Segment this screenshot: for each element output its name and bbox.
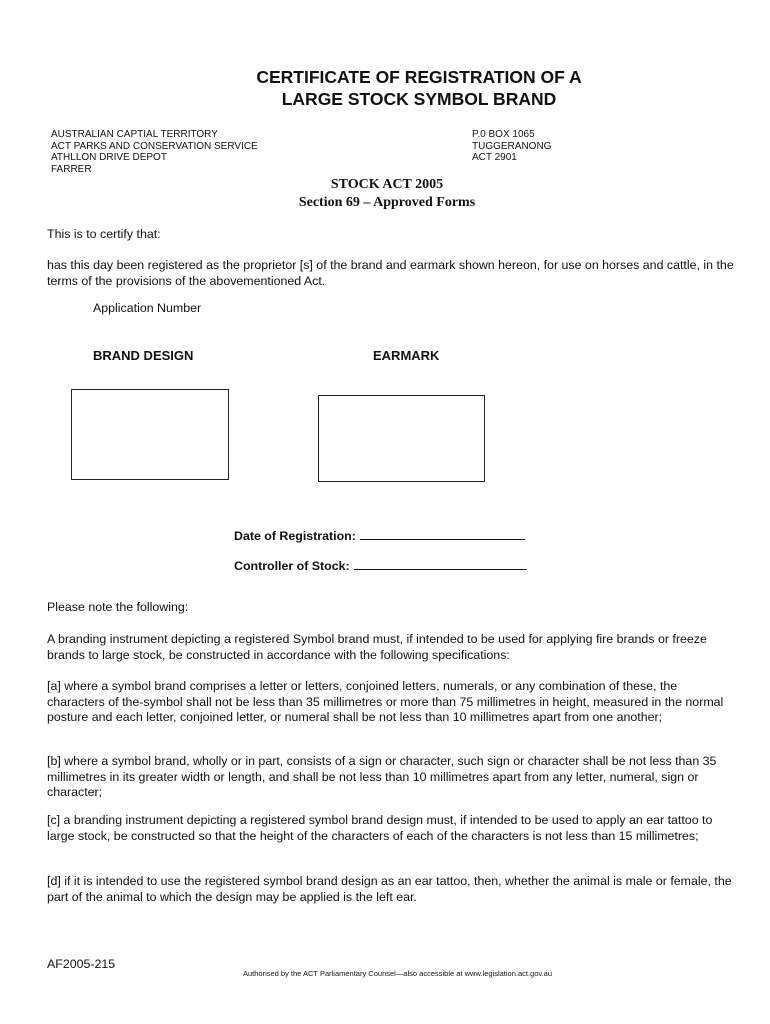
address-right-line: P.0 BOX 1065 bbox=[472, 129, 535, 140]
act-heading bbox=[0, 176, 770, 212]
act-section: Section 69 – Approved Forms bbox=[298, 195, 476, 210]
application-number-label: Application Number bbox=[93, 301, 202, 315]
note-heading: Please note the following: bbox=[47, 600, 189, 614]
earmark-box bbox=[318, 395, 485, 482]
date-of-registration-line bbox=[360, 527, 525, 540]
intro-paragraph: A branding instrument depicting a registered Symbol brand must, if intended to be used for applying fire brands or freeze brands to large stock, be constructed in accordance with the following specifications: bbox=[47, 632, 707, 662]
address-right-block bbox=[472, 129, 551, 164]
spec-b-paragraph: [b] where a symbol brand, wholly or in part, consists of a sign or character, such sign or character shall be not less than 35 millimetres in its greater width or length, and shall be not less than 10 millimetres apart from any letter, numeral, sign or character; bbox=[47, 754, 717, 799]
document-title bbox=[0, 66, 770, 110]
act-name: STOCK ACT 2005 bbox=[330, 177, 444, 192]
certify-text: This is to certify that: bbox=[47, 227, 161, 241]
date-of-registration-field bbox=[234, 527, 525, 543]
address-left-line: ACT PARKS AND CONSERVATION SERVICE bbox=[51, 140, 258, 152]
address-right-line: TUGGERANONG bbox=[472, 140, 552, 152]
address-left-line: ATHLLON DRIVE DEPOT bbox=[51, 152, 167, 163]
title-line-2: LARGE STOCK SYMBOL BRAND bbox=[281, 89, 557, 109]
form-code: AF2005-215 bbox=[47, 957, 116, 971]
title-line-1: CERTIFICATE OF REGISTRATION OF A bbox=[256, 67, 582, 87]
address-left-line: AUSTRALIAN CAPTIAL TERRITORY bbox=[51, 129, 218, 140]
spec-c-paragraph: [c] a branding instrument depicting a registered symbol brand design must, if intended to be used to apply an ear tattoo to large stock, be constructed so that the height of the characters of each of the characters is not less than 15 millimetres; bbox=[47, 813, 713, 843]
address-right-line: ACT 2901 bbox=[472, 152, 517, 163]
brand-design-box bbox=[71, 389, 229, 480]
brand-design-label: BRAND DESIGN bbox=[93, 348, 194, 363]
controller-of-stock-line bbox=[354, 557, 527, 570]
controller-of-stock-field bbox=[234, 557, 527, 573]
address-left-line: FARRER bbox=[51, 163, 92, 175]
spec-d-paragraph: [d] if it is intended to use the registered symbol brand design as an ear tattoo, then, whether the animal is male or female, the part of the animal to which the design may be applied is the left ear. bbox=[47, 874, 732, 904]
date-of-registration-label: Date of Registration: bbox=[234, 529, 356, 543]
spec-a-paragraph: [a] where a symbol brand comprises a letter or letters, conjoined letters, numerals, or any combination of these, the characters of the-symbol shall not be less than 35 millimetres or more than 75 millimetres in height, measured in the normal posture and each letter, conjoined letter, or numeral shall be not less than 10 millimetres apart from one another; bbox=[47, 679, 724, 724]
earmark-label: EARMARK bbox=[373, 348, 440, 363]
registered-text: has this day been registered as the proprietor [s] of the brand and earmark shown hereon, for use on horses and cattle, in the terms of the provisions of the abovementioned Act. bbox=[47, 258, 734, 288]
controller-of-stock-label: Controller of Stock: bbox=[234, 559, 350, 573]
footer-note: Authorised by the ACT Parliamentary Counsel—also accessible at www.legislation.act.gov.au bbox=[242, 969, 553, 978]
address-left-block bbox=[51, 129, 258, 175]
